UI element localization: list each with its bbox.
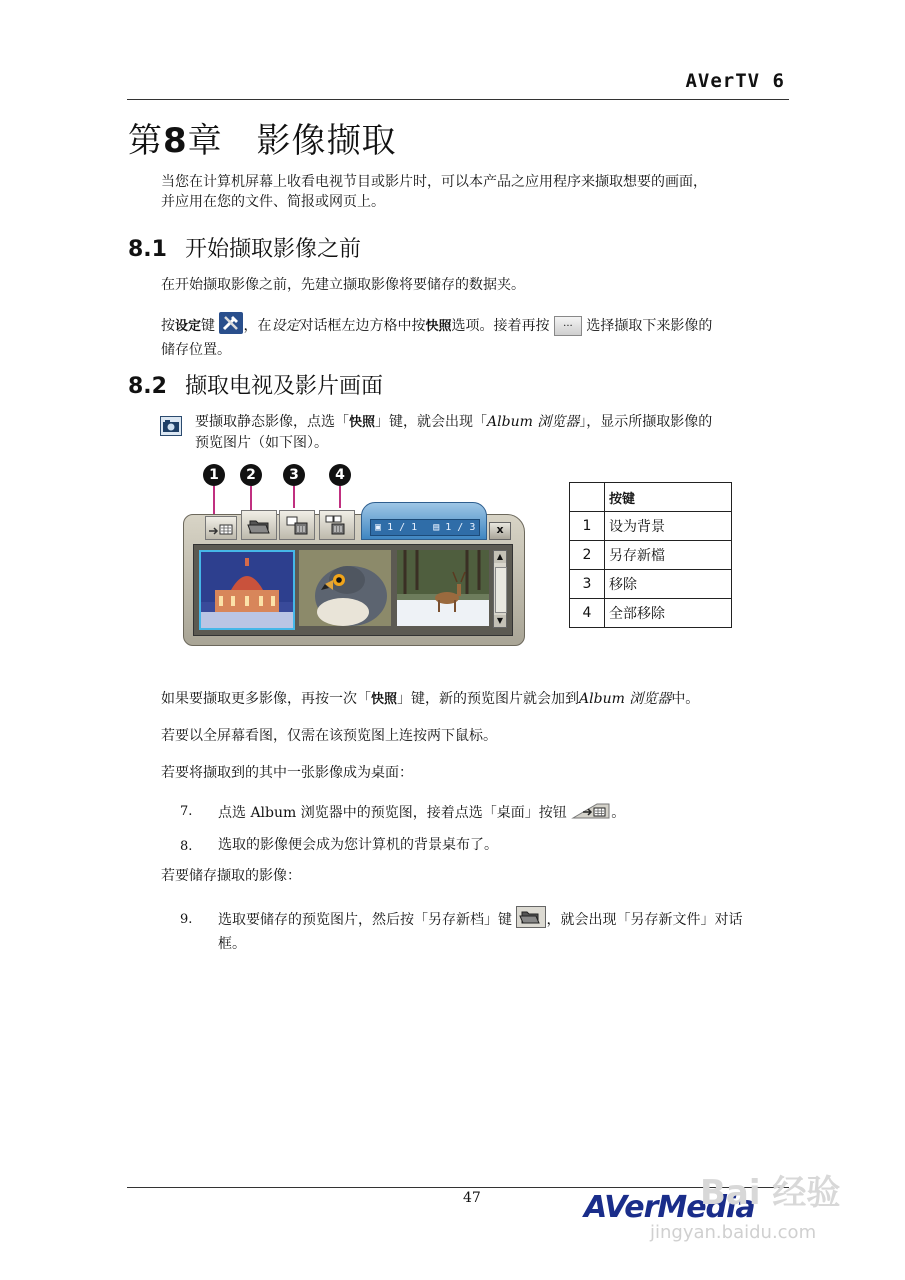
s82-paragraph-line-2: 预览图片（如下图）。 bbox=[195, 435, 328, 451]
album-browser-label: Album 浏览器 bbox=[487, 414, 580, 430]
thumbnail-hawk[interactable] bbox=[299, 550, 391, 626]
section-title: 撷取电视及影片画面 bbox=[184, 374, 383, 399]
remove-button[interactable] bbox=[279, 510, 315, 540]
callout-1: 1 bbox=[203, 464, 225, 486]
remove-icon bbox=[280, 511, 314, 539]
more-images-paragraph bbox=[161, 689, 699, 710]
save-as-folder-icon bbox=[516, 906, 546, 934]
section-8-2-heading bbox=[128, 369, 383, 400]
remove-all-button[interactable] bbox=[319, 510, 355, 540]
page-counter: 1 / 1 bbox=[387, 522, 418, 533]
header-title: AVerTV 6 bbox=[685, 70, 785, 92]
desktop-paragraph: 若要将撷取到的其中一张影像成为桌面： bbox=[161, 765, 413, 781]
step-7-number: 7. bbox=[180, 804, 193, 819]
baidu-watermark-url: jingyan.baidu.com bbox=[650, 1222, 817, 1243]
close-button[interactable] bbox=[489, 522, 511, 540]
settings-key-label: 设定 bbox=[175, 319, 202, 334]
folder-icon bbox=[242, 511, 276, 539]
wallpaper-icon bbox=[206, 517, 236, 539]
palace-image bbox=[201, 552, 293, 628]
deer-image bbox=[397, 550, 489, 626]
text: 」，显示所撷取影像的 bbox=[579, 414, 713, 430]
callout-4: 4 bbox=[329, 464, 351, 486]
text: ，在 bbox=[243, 318, 272, 334]
table-row bbox=[570, 541, 732, 570]
callout-2: 2 bbox=[240, 464, 262, 486]
intro-paragraph bbox=[161, 172, 707, 212]
table-cell-label: 全部移除 bbox=[605, 599, 732, 628]
text: 选项。接着再按 bbox=[451, 318, 550, 334]
keys-table bbox=[569, 482, 732, 628]
snapshot-option-label: 快照 bbox=[425, 319, 452, 334]
chapter-suffix: 章 bbox=[187, 121, 223, 161]
text: 对话框左边方格中按 bbox=[299, 318, 426, 334]
table-cell-label: 另存新檔 bbox=[605, 541, 732, 570]
camera-snapshot-icon bbox=[160, 416, 182, 440]
vertical-scrollbar[interactable] bbox=[493, 550, 507, 628]
text: 按 bbox=[161, 318, 175, 334]
chapter-heading bbox=[128, 113, 396, 162]
table-header: 按键 bbox=[605, 483, 732, 512]
text: 」键，就会出现「 bbox=[375, 414, 488, 430]
set-as-wallpaper-button[interactable] bbox=[205, 516, 237, 540]
intro-line-1: 当您在计算机屏幕上收看电视节目或影片时，可以本产品之应用程序来撷取想要的画面， bbox=[161, 174, 707, 190]
hawk-image bbox=[299, 550, 391, 626]
page-number: 47 bbox=[463, 1190, 481, 1206]
browse-button[interactable] bbox=[554, 316, 582, 336]
desktop-wallpaper-icon bbox=[571, 800, 611, 826]
image-counter: 1 / 3 bbox=[445, 522, 476, 533]
s81-paragraph-2 bbox=[161, 312, 791, 360]
scroll-down-icon[interactable]: ▼ bbox=[494, 615, 506, 627]
save-as-button[interactable] bbox=[241, 510, 277, 540]
section-8-1-heading bbox=[128, 232, 361, 263]
leader-line bbox=[293, 486, 295, 508]
table-cell-number: 4 bbox=[570, 599, 605, 628]
table-cell-label: 移除 bbox=[605, 570, 732, 599]
chapter-prefix: 第 bbox=[128, 121, 163, 161]
step-8-number: 8. bbox=[180, 839, 193, 854]
table-cell-number: 3 bbox=[570, 570, 605, 599]
image-counter-panel bbox=[361, 502, 487, 540]
s81-paragraph-1: 在开始撷取影像之前，先建立撷取影像将要储存的数据夹。 bbox=[161, 277, 525, 293]
browse-button-label: ... bbox=[563, 318, 573, 329]
table-cell-label: 设为背景 bbox=[605, 512, 732, 541]
counter-display bbox=[370, 519, 480, 536]
settings-dialog-label: 设定 bbox=[271, 318, 300, 334]
table-header-row bbox=[570, 483, 732, 512]
scroll-up-icon[interactable]: ▲ bbox=[494, 551, 506, 563]
close-icon: x bbox=[496, 523, 504, 536]
text: 键 bbox=[201, 318, 216, 334]
thumbnail-palace[interactable] bbox=[199, 550, 295, 630]
section-title: 开始撷取影像之前 bbox=[184, 237, 361, 262]
chapter-number: 8 bbox=[163, 121, 188, 161]
fullscreen-paragraph: 若要以全屏幕看图，仅需在该预览图上连按两下鼠标。 bbox=[161, 728, 497, 744]
s81-paragraph-2-line-2: 储存位置。 bbox=[161, 342, 231, 358]
chapter-title: 影像撷取 bbox=[256, 121, 397, 161]
snapshot-key-label: 快照 bbox=[349, 415, 376, 430]
text: 如果要撷取更多影像，再按一次「 bbox=[161, 691, 371, 707]
text: 中。 bbox=[671, 691, 700, 707]
save-paragraph: 若要储存撷取的影像： bbox=[161, 868, 301, 884]
table-cell bbox=[570, 483, 605, 512]
text: 选择撷取下来影像的 bbox=[586, 318, 713, 334]
header-rule bbox=[127, 99, 789, 100]
text: 」键，新的预览图片就会加到 bbox=[397, 691, 580, 707]
album-browser-label: Album 浏览器 bbox=[579, 691, 672, 707]
album-browser-window bbox=[183, 462, 523, 646]
intro-line-2: 并应用在您的文件、简报或网页上。 bbox=[161, 194, 385, 210]
s82-paragraph bbox=[195, 412, 790, 453]
step-9-text bbox=[218, 906, 793, 954]
section-number: 8.1 bbox=[128, 237, 167, 262]
image-icon: ▤ bbox=[433, 522, 440, 533]
callout-3: 3 bbox=[283, 464, 305, 486]
footer-rule bbox=[127, 1187, 789, 1188]
text: 要撷取静态影像，点选「 bbox=[195, 414, 349, 430]
table-cell-number: 2 bbox=[570, 541, 605, 570]
scrollbar-thumb[interactable] bbox=[495, 567, 507, 613]
table-row bbox=[570, 599, 732, 628]
table-row bbox=[570, 570, 732, 599]
table-cell-number: 1 bbox=[570, 512, 605, 541]
snapshot-key-label: 快照 bbox=[371, 692, 398, 707]
baidu-watermark-logo: Bai 经验 bbox=[700, 1173, 841, 1213]
text: ，就会出现「另存新文件」对话 bbox=[546, 912, 743, 928]
section-number: 8.2 bbox=[128, 374, 167, 399]
step-8-text: 选取的影像便会成为您计算机的背景桌布了。 bbox=[218, 837, 498, 853]
remove-all-icon bbox=[320, 511, 354, 539]
avermedia-logo: AVerMedia bbox=[584, 1190, 755, 1225]
table-row bbox=[570, 512, 732, 541]
settings-tools-icon bbox=[219, 312, 243, 340]
page-icon: ▣ bbox=[375, 522, 382, 533]
text: 点选 Album 浏览器中的预览图，接着点选「桌面」按钮 bbox=[218, 805, 567, 821]
leader-line bbox=[250, 486, 252, 510]
text: 。 bbox=[611, 805, 626, 821]
step-9-line-2: 框。 bbox=[218, 936, 246, 952]
step-7-text bbox=[218, 800, 625, 826]
leader-line bbox=[213, 486, 215, 516]
thumbnail-deer[interactable] bbox=[397, 550, 489, 626]
step-9-number: 9. bbox=[180, 912, 193, 927]
leader-line bbox=[339, 486, 341, 508]
text: 选取要储存的预览图片，然后按「另存新档」键 bbox=[218, 912, 512, 928]
